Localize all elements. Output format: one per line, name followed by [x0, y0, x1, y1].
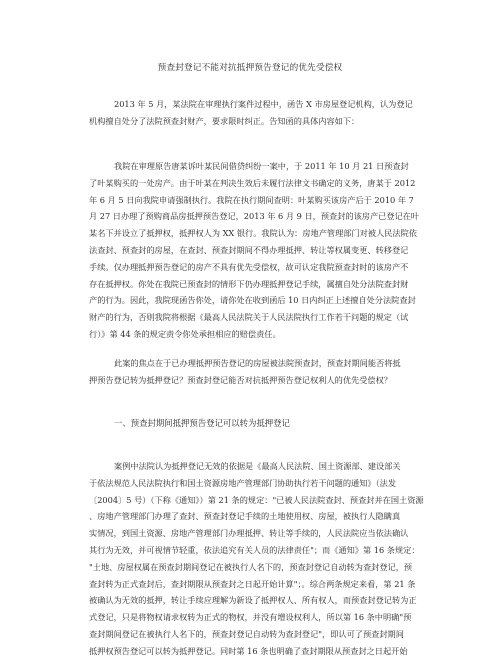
text-line: 行）》第 44 条的规定责令你处承担相应的赔偿责任。	[89, 328, 281, 339]
text-line: 2013 年 5 月，某法院在审理执行案件过程中，函告 X 市房屋登记机构，认为登记	[114, 99, 413, 109]
paragraph-analysis	[89, 458, 433, 660]
paragraph-notice-letter	[89, 158, 433, 343]
text-line: 〔2004〕5 号）（下称《通知》）第 21 条的规定："已被人民法院查封、预查封并在国土资源	[89, 494, 424, 505]
text-line: 我院在审理原告唐某诉叶某民间借贷纠纷一案中，于 2011 年 10 月 21 日预查封	[114, 161, 409, 171]
text-line: 查封期间登记在被执行人名下的，预查封登记自动转为查封登记"，即认可了预查封期间	[89, 628, 404, 639]
text-line: 于依法规范人民法院执行和国土资源房地产管理部门协助执行若干问题的通知》（法发	[89, 477, 397, 488]
text-line: "土地、房屋权属在预查封期间登记在被执行人名下的，预查封登记自动转为查封登记，预	[89, 561, 413, 572]
paragraph-focus	[89, 355, 433, 389]
text-line: 案例中法院认为抵押登记无效的依据是《最高人民法院、国土资源部、建设部关	[114, 461, 401, 471]
document-title: 预查封登记不能对抗抵押预告登记的优先受偿权	[157, 63, 343, 73]
text-line: 被确认为无效的抵押，转让手续应理解为新设了抵押权人、所有权人，而预查封登记转为正	[89, 595, 417, 606]
text-line: 财产的行为，否则我院将根据《最高人民法院关于人民法院执行工作若干问题的规定（试	[89, 312, 409, 323]
text-line: 了叶某购买的一处房产。由于叶某在判决生效后未履行法律文书确定的义务，唐某于 2012	[89, 177, 416, 188]
text-line: 存在抵押权。你处在我院已预查封的情形下仍办理抵押登记手续，属擅自处分法院查封财	[89, 278, 409, 289]
text-line: 月 27 日办理了预购商品房抵押预告登记，2013 年 6 月 9 日，预查封的该房产已登记在叶	[89, 211, 420, 222]
text-line: 抵押权预告登记可以转为抵押登记。同时第 16 条也明确了查封期限从预查封之日起开始	[89, 645, 408, 656]
text-line: 其行为无效，并可视情节轻重，依法追究有关人员的法律责任"；而《通知》第 16 条规定：	[89, 544, 420, 555]
section-heading: 一、预查封期间抵押预告登记可以转为抵押登记	[114, 418, 290, 428]
text-line: 实情况，到国土资源、房地产管理部门办理抵押、转让等手续的，人民法院应当依法确认	[89, 528, 409, 539]
text-line: 式登记，只是将物权请求权转为正式的物权，并没有增设权利人，所以第 16 条中明确"预	[89, 612, 412, 623]
text-line: 法查封、预查封的房屋，在查封、预查封期间不得办理抵押、转让等权属变更、转移登记	[89, 244, 409, 255]
text-line: 押预告登记转为抵押登记？预查封登记能否对抗抵押预告登记权利人的优先受偿权？	[89, 374, 392, 385]
paragraph-intro	[89, 96, 433, 130]
text-line: 手续。仅办理抵押预告登记的房产不具有优先受偿权，故可认定我院预查封时的该房产不	[89, 261, 409, 272]
text-line: 查封转为正式查封后，查封期限从预查封之日起开始计算"；。综合两条规定来看，第 21 条	[89, 578, 416, 589]
text-line: 、房地产管理部门办理了查封、预查封登记手续的土地使用权、房屋，被执行人隐瞒真	[89, 511, 401, 522]
text-line: 某名下并设立了抵押权，抵押权人为 XX 银行。我院认为：房地产管理部门对被人民法院依	[89, 228, 417, 239]
text-line: 机构擅自处分了法院预查封财产，要求限时纠正。告知函的具体内容如下：	[89, 115, 360, 126]
text-line: 年 6 月 5 日向我院申请强制执行。我院在执行期间查明：叶某购买该房产后于 2010 年 7	[89, 194, 414, 205]
text-line: 此案的焦点在于已办理抵押预告登记的房屋被法院预查封，预查封期间能否将抵	[114, 358, 401, 368]
text-line: 产的行为。因此，我院现函告你处，请你处在收到函后 10 日内纠正上述擅自处分法院查封	[89, 295, 416, 306]
